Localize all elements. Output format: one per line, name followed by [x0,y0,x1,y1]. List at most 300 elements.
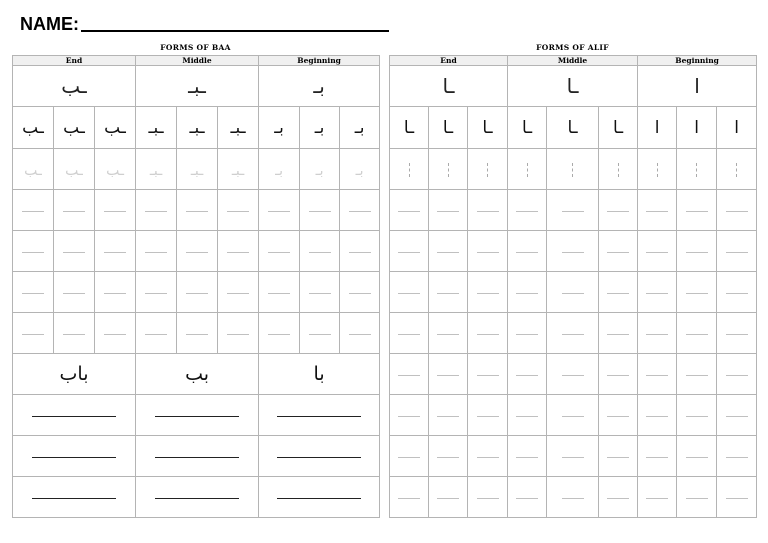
write-cell[interactable] [599,477,638,518]
baa-end-trace: ـب [65,162,83,179]
write-line [686,211,708,212]
write-cell[interactable] [429,190,468,231]
write-line [155,498,239,499]
write-line [63,334,85,335]
write-cell[interactable] [390,231,429,272]
write-cell[interactable] [599,395,638,436]
practice-cell [390,107,429,149]
write-line [104,334,126,335]
write-line [646,293,668,294]
write-line [437,334,459,335]
write-cell[interactable] [677,231,717,272]
trace-cell[interactable] [638,149,677,190]
baa-beginning-model: بـ [354,118,365,138]
write-line [726,334,748,335]
baa-end-model: ـب [22,118,44,138]
write-line [104,252,126,253]
write-line [646,375,668,376]
alif-practice-row [390,436,757,477]
write-cell[interactable] [177,272,218,313]
write-cell[interactable] [468,477,508,518]
alif-practice-row [390,272,757,313]
baa-middle-example [136,66,259,107]
practice-cell [218,107,259,149]
write-cell[interactable] [547,190,599,231]
trace-cell[interactable] [390,149,429,190]
practice-cell [508,107,547,149]
write-cell[interactable] [136,231,177,272]
write-line [516,498,538,499]
write-cell[interactable] [429,477,468,518]
trace-cell[interactable] [259,149,300,190]
alif-worksheet [389,40,756,518]
write-cell[interactable] [508,436,547,477]
practice-cell [599,107,638,149]
baa-middle-model: ـبـ [230,118,246,138]
write-line [516,334,538,335]
practice-cell [95,107,136,149]
baa-practice-grid [12,55,380,518]
write-cell[interactable] [390,272,429,313]
write-cell[interactable] [218,231,259,272]
write-cell[interactable] [638,272,677,313]
write-line [227,293,249,294]
write-cell[interactable] [677,272,717,313]
word-write-cell[interactable] [136,436,259,477]
write-cell[interactable] [95,272,136,313]
write-cell[interactable] [136,313,177,354]
write-line [277,416,361,417]
write-line [63,293,85,294]
write-cell[interactable] [508,313,547,354]
write-cell[interactable] [13,190,54,231]
write-line [349,293,371,294]
write-cell[interactable] [468,272,508,313]
write-line [516,211,538,212]
write-cell[interactable] [390,395,429,436]
baa-word: با [313,362,325,385]
write-line [227,211,249,212]
alif-beginning-model: ا [734,118,739,138]
write-line [646,457,668,458]
write-cell[interactable] [54,231,95,272]
write-cell[interactable] [218,313,259,354]
write-cell[interactable] [599,272,638,313]
write-line [349,211,371,212]
write-line [686,334,708,335]
alif-practice-row [390,395,757,436]
write-cell[interactable] [547,313,599,354]
baa-middle-trace: ـبـ [231,162,245,179]
write-cell[interactable] [13,272,54,313]
write-cell[interactable] [508,477,547,518]
write-line [726,375,748,376]
write-line [477,457,499,458]
write-cell[interactable] [177,313,218,354]
write-line [309,252,331,253]
alif-trace-guide [657,163,658,177]
write-cell[interactable] [677,313,717,354]
trace-cell[interactable] [136,149,177,190]
write-cell[interactable] [677,477,717,518]
baa-col-beginning: Beginning [259,56,380,66]
write-cell[interactable] [340,313,380,354]
write-cell[interactable] [717,190,757,231]
write-cell[interactable] [300,231,340,272]
write-line [32,416,116,417]
write-line [155,416,239,417]
write-cell[interactable] [717,272,757,313]
write-line [268,334,290,335]
baa-word: بب [185,362,210,385]
write-cell[interactable] [177,231,218,272]
trace-cell[interactable] [177,149,218,190]
write-cell[interactable] [95,231,136,272]
write-line [186,293,208,294]
alif-trace-row [390,149,757,190]
write-line [227,252,249,253]
write-line [437,293,459,294]
baa-end-model: ـب [63,118,85,138]
write-cell[interactable] [340,190,380,231]
write-line [145,293,167,294]
write-line [32,498,116,499]
write-cell[interactable] [340,231,380,272]
write-cell[interactable] [547,395,599,436]
alif-practice-row [390,313,757,354]
write-line [63,211,85,212]
write-line [726,252,748,253]
name-write-line[interactable] [81,30,389,32]
write-cell[interactable] [717,313,757,354]
baa-middle-trace: ـبـ [149,162,163,179]
write-cell[interactable] [259,231,300,272]
write-cell[interactable] [547,354,599,395]
write-cell[interactable] [508,354,547,395]
trace-cell[interactable] [54,149,95,190]
alif-trace-guide [618,163,619,177]
write-cell[interactable] [638,395,677,436]
trace-cell[interactable] [547,149,599,190]
write-cell[interactable] [259,190,300,231]
write-cell[interactable] [638,231,677,272]
write-cell[interactable] [599,190,638,231]
trace-cell[interactable] [599,149,638,190]
write-cell[interactable] [136,190,177,231]
write-line [186,252,208,253]
alif-middle-model: ـا [612,118,624,138]
write-cell[interactable] [468,190,508,231]
write-cell[interactable] [508,395,547,436]
write-cell[interactable] [300,272,340,313]
write-cell[interactable] [717,395,757,436]
write-line [477,334,499,335]
word-write-cell[interactable] [13,436,136,477]
write-cell[interactable] [429,272,468,313]
write-cell[interactable] [638,436,677,477]
write-line [607,416,629,417]
write-cell[interactable] [390,436,429,477]
write-line [607,334,629,335]
name-label: NAME: [20,14,79,34]
write-line [562,334,584,335]
write-line [398,457,420,458]
write-line [277,457,361,458]
trace-cell[interactable] [300,149,340,190]
alif-middle-example [508,66,638,107]
baa-middle-model: ـبـ [148,118,164,138]
alif-middle-letter: ـا [566,73,579,98]
write-cell[interactable] [508,231,547,272]
alif-end-model: ـا [442,118,454,138]
write-cell[interactable] [390,354,429,395]
write-line [477,293,499,294]
alif-practice-row [390,354,757,395]
practice-cell [54,107,95,149]
write-cell[interactable] [599,231,638,272]
trace-cell[interactable] [95,149,136,190]
alif-beginning-model: ا [694,118,699,138]
write-line [646,211,668,212]
write-line [398,416,420,417]
write-cell[interactable] [677,190,717,231]
write-line [32,457,116,458]
write-line [562,498,584,499]
write-cell[interactable] [390,190,429,231]
baa-middle-letter: ـبـ [188,73,206,98]
write-line [398,211,420,212]
write-line [309,293,331,294]
write-cell[interactable] [717,354,757,395]
write-cell[interactable] [717,477,757,518]
alif-end-model: ـا [482,118,493,138]
alif-col-beginning: Beginning [638,56,757,66]
write-line [437,498,459,499]
write-cell[interactable] [300,313,340,354]
write-line [349,334,371,335]
write-cell[interactable] [599,354,638,395]
write-line [437,252,459,253]
write-cell[interactable] [468,231,508,272]
write-line [726,416,748,417]
practice-cell [259,107,300,149]
baa-word: باب [59,362,89,385]
write-cell[interactable] [340,272,380,313]
write-cell[interactable] [547,272,599,313]
alif-col-middle: Middle [508,56,638,66]
write-line [268,252,290,253]
word-write-cell[interactable] [13,477,136,518]
baa-beginning-trace: بـ [315,162,324,179]
baa-model-row [13,107,380,149]
write-cell[interactable] [638,313,677,354]
write-line [268,211,290,212]
write-line [516,252,538,253]
trace-cell[interactable] [429,149,468,190]
trace-cell[interactable] [677,149,717,190]
write-line [562,293,584,294]
write-line [145,252,167,253]
write-cell[interactable] [677,395,717,436]
write-line [22,334,44,335]
write-cell[interactable] [136,272,177,313]
write-cell[interactable] [218,272,259,313]
trace-cell[interactable] [508,149,547,190]
write-line [646,498,668,499]
write-cell[interactable] [54,272,95,313]
write-line [309,334,331,335]
write-cell[interactable] [677,436,717,477]
write-line [516,416,538,417]
word-write-cell[interactable] [259,436,380,477]
write-cell[interactable] [717,231,757,272]
write-cell[interactable] [638,477,677,518]
write-cell[interactable] [390,477,429,518]
trace-cell[interactable] [218,149,259,190]
baa-beginning-letter: بـ [313,73,325,98]
word-write-cell[interactable] [259,477,380,518]
alif-end-example [390,66,508,107]
alif-practice-row [390,477,757,518]
alif-end-model: ـا [403,118,415,138]
word-write-cell[interactable] [136,395,259,436]
write-cell[interactable] [638,354,677,395]
baa-end-model: ـب [104,118,126,138]
write-cell[interactable] [508,272,547,313]
write-cell[interactable] [599,313,638,354]
write-line [516,375,538,376]
write-cell[interactable] [468,313,508,354]
alif-trace-guide [572,163,573,177]
write-cell[interactable] [54,190,95,231]
write-cell[interactable] [95,190,136,231]
baa-col-end: End [13,56,136,66]
write-line [607,293,629,294]
write-cell[interactable] [218,190,259,231]
word-write-cell[interactable] [259,395,380,436]
word-write-cell[interactable] [136,477,259,518]
write-cell[interactable] [717,436,757,477]
write-cell[interactable] [599,436,638,477]
write-cell[interactable] [677,354,717,395]
write-cell[interactable] [468,354,508,395]
write-line [686,457,708,458]
write-line [349,252,371,253]
alif-title: FORMS OF ALIF [536,43,609,52]
baa-practice-row [13,272,380,313]
write-cell[interactable] [259,313,300,354]
write-cell[interactable] [259,272,300,313]
practice-cell [136,107,177,149]
write-line [607,211,629,212]
write-line [516,457,538,458]
practice-cell [13,107,54,149]
write-line [562,457,584,458]
write-line [398,334,420,335]
trace-cell[interactable] [717,149,757,190]
write-line [607,252,629,253]
practice-cell [677,107,717,149]
write-cell[interactable] [13,313,54,354]
write-cell[interactable] [300,190,340,231]
trace-cell[interactable] [13,149,54,190]
baa-trace-row [13,149,380,190]
write-line [437,416,459,417]
write-cell[interactable] [13,231,54,272]
write-line [477,498,499,499]
alif-trace-guide [448,163,449,177]
write-line [516,293,538,294]
write-cell[interactable] [508,190,547,231]
write-cell[interactable] [468,395,508,436]
write-cell[interactable] [429,231,468,272]
write-cell[interactable] [177,190,218,231]
write-line [726,293,748,294]
write-line [607,457,629,458]
alif-beginning-model: ا [654,118,660,138]
baa-beginning-trace: بـ [275,162,284,179]
write-line [686,416,708,417]
write-line [398,375,420,376]
write-cell[interactable] [468,436,508,477]
write-cell[interactable] [547,436,599,477]
trace-cell[interactable] [468,149,508,190]
write-cell[interactable] [547,477,599,518]
baa-practice-row [13,190,380,231]
write-line [477,252,499,253]
write-line [63,252,85,253]
write-cell[interactable] [429,354,468,395]
write-cell[interactable] [429,436,468,477]
write-line [607,498,629,499]
alif-middle-model: ـا [521,118,533,138]
write-line [155,457,239,458]
baa-word-beginning [259,354,380,395]
write-line [398,293,420,294]
write-cell[interactable] [390,313,429,354]
write-line [104,293,126,294]
write-line [686,498,708,499]
baa-worksheet [12,40,379,518]
write-cell[interactable] [54,313,95,354]
write-line [477,211,499,212]
trace-cell[interactable] [340,149,380,190]
write-line [562,416,584,417]
write-line [22,211,44,212]
write-line [646,334,668,335]
write-cell[interactable] [547,231,599,272]
name-field [20,12,389,34]
baa-word-middle [136,354,259,395]
write-line [104,211,126,212]
baa-word-row [13,354,380,395]
write-cell[interactable] [429,313,468,354]
write-line [686,252,708,253]
write-line [437,211,459,212]
write-cell[interactable] [429,395,468,436]
write-line [646,252,668,253]
write-line [398,498,420,499]
write-cell[interactable] [638,190,677,231]
write-line [145,334,167,335]
word-write-cell[interactable] [13,395,136,436]
baa-beginning-trace: بـ [355,162,364,179]
baa-middle-model: ـبـ [189,118,205,138]
write-cell[interactable] [95,313,136,354]
write-line [726,211,748,212]
baa-end-trace: ـب [24,162,42,179]
write-line [309,211,331,212]
